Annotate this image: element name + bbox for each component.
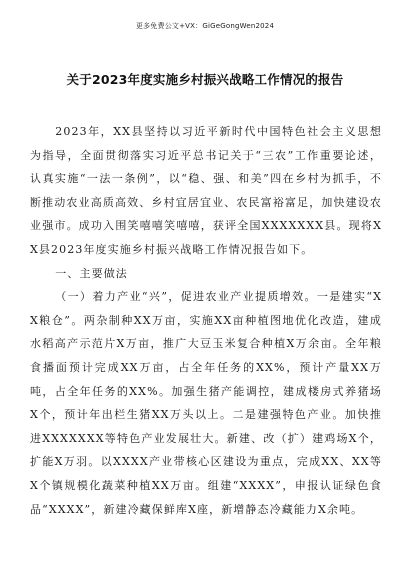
document-body	[30, 120, 382, 521]
body-paragraph: （一）着力产业“兴”，促进农业产业提质增效。一是建实“XX粮仓”。两杂制种XX万亩，实施XX亩种植图地优化改造，建成水稻高产示范片X万亩，推广大豆玉米复合种植X万余亩。全年粮食播面预计完成XX万亩，占全年任务的XX%，预计产量XX万吨，占全年任务的XX%。加强生猪产能调控，建成楼房式养猪场X个，预计年出栏生猪XX万头以上。二是建强特色产业。加快推进XXXXXXX等特色产业发展壮大。新建、改（扩）建鸡场X个，扩能X万羽。以XXXX产业带核心区建设为重点，完成XX、XX等X个镇规模化蔬菜种植XX万亩。组建“XXXX”，申报认证绿色食品“XXXX”，新建冷藏保鲜库X座，新增静态冷藏能力X余吨。	[30, 290, 382, 516]
header-note: 更多免费公文+VX：GiGeGongWen2024	[135, 22, 275, 30]
section-heading: 一、主要做法	[55, 266, 128, 280]
intro-paragraph: 2023年，XX县坚持以习近平新时代中国特色社会主义思想为指导，全面贯彻落实习近平总书记关于“三农”工作重要论述，认真实施“一法一条例”，以“稳、强、和美”四在乡村为抓手，不断推动农业高质高效、乡村宜居宜业、农民富裕富足，加快建设农业强市。成功入围笑嘻嘻笑嘻嘻，获评全国XXXXXXX县。现将XX县2023年度实施乡村振兴战略工作情况报告如下。	[30, 125, 382, 256]
document-title: 关于2023年度实施乡村振兴战略工作情况的报告	[66, 72, 344, 87]
